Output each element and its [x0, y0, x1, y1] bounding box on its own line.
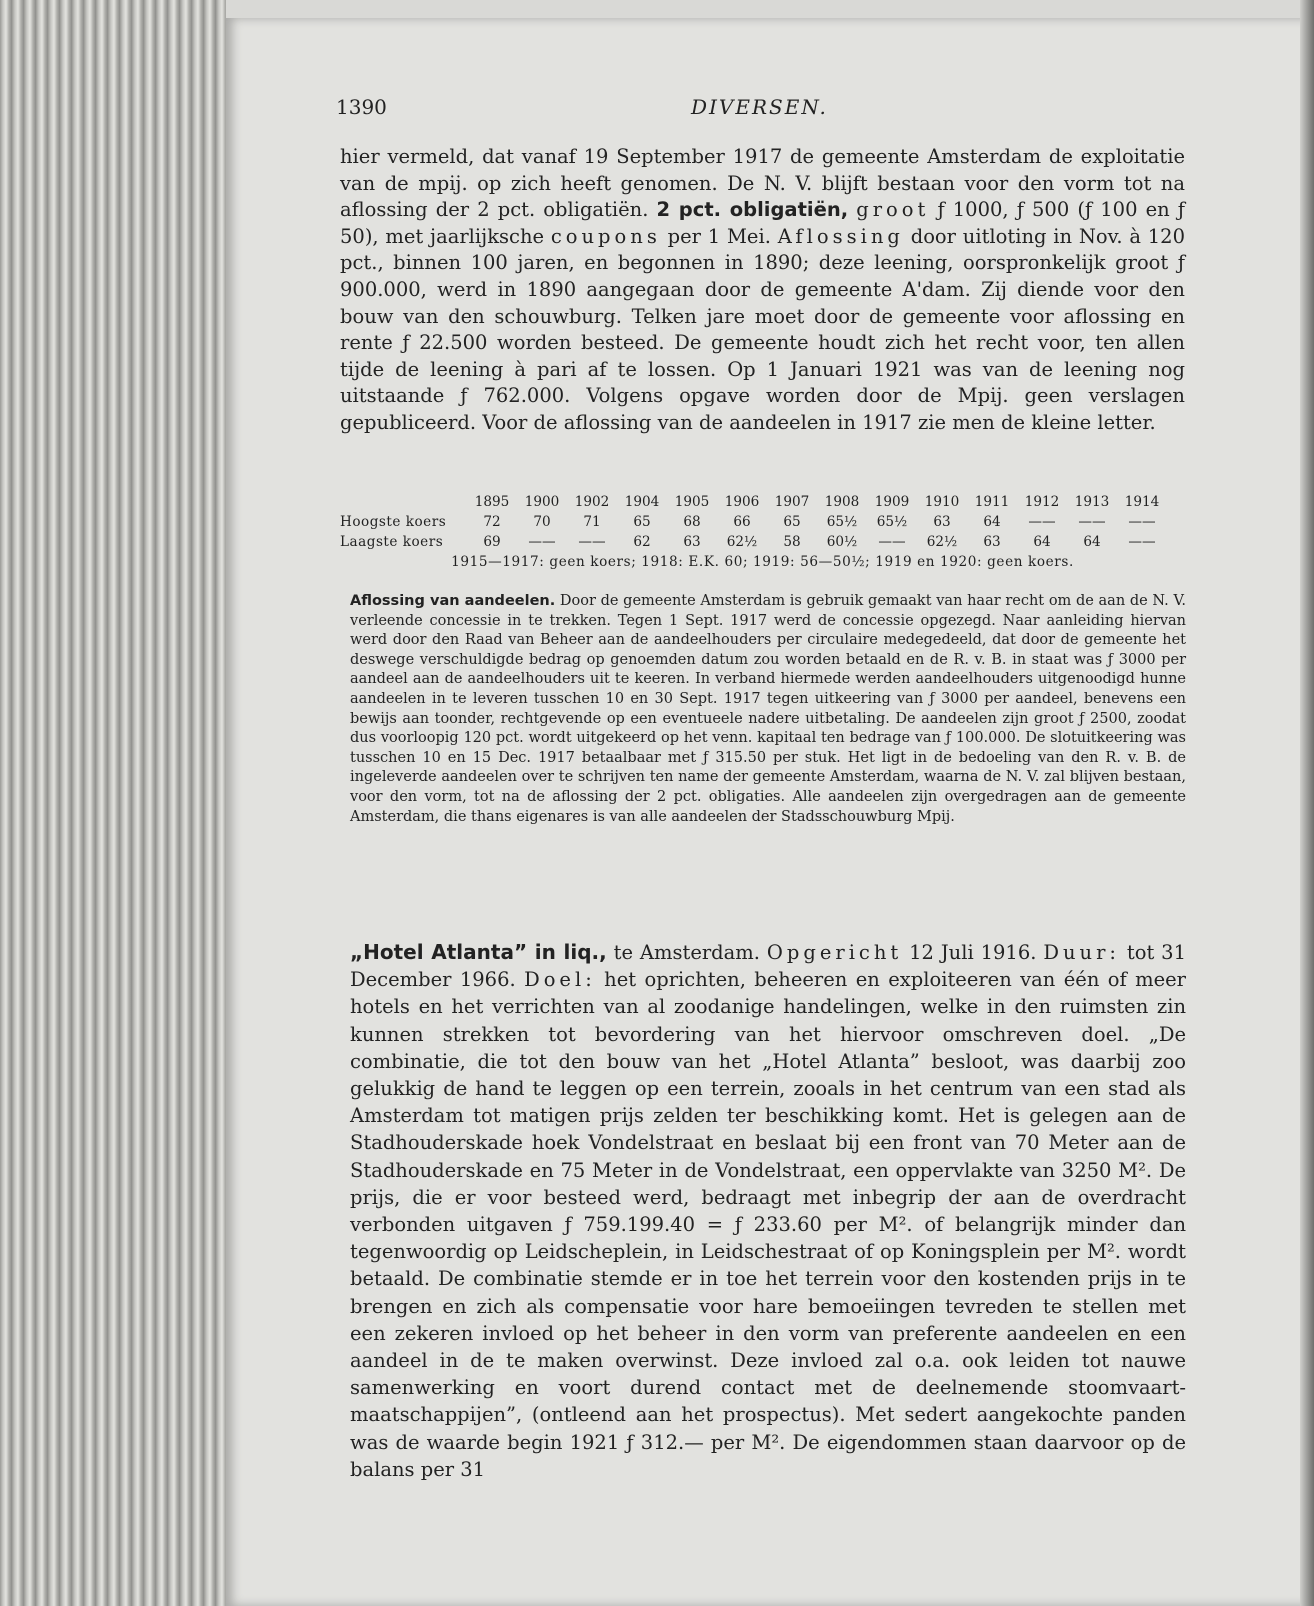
para3-text-b: 12 Juli 1916. — [902, 941, 1044, 964]
koers-cell: 62 — [633, 534, 651, 550]
para1-spaced-coupons: coupons — [550, 224, 661, 248]
para2-text: Door de gemeente Amsterdam is gebruik gemaakt van haar recht om de aan de N. V. verleende concessie in te trekken. Tegen 1 Sept. 1917 werd de concessie opgezegd. Naar aanleiding hiervan werd door den Raad van Beheer aan de aandeelhouders per circulaire medegedeeld, dat door de gemeente het deswege verschuldigde bedrag op genoemden datum zou worden betaald en de R. v. B. in staat was ƒ 3000 per aandeel aan de aandeelhouders uit te keeren. In verband hiermede werden aandeelhouders uitgenoodigd hunne aandeelen in te leveren tusschen 10 en 30 Sept. 1917 tegen uitkeering van ƒ 3000 per aandeel, benevens een bewijs aan toonder, rechtgevende op een eventueele nadere uitbetaling. De aandeelen zijn groot ƒ 2500, zoodat dus voorloopig 120 pct. wordt uitgekeerd op het venn. kapitaal ten bedrage van ƒ 100.000. De slotuitkeering was tusschen 10 en 15 Dec. 1917 betaalbaar met ƒ 315.50 per stuk. Het ligt in de bedoeling van den R. v. B. de ingeleverde aandeelen over te schrijven ten name der gemeente Amsterdam, waarna de N. V. zal blijven bestaan, voor den vorm, tot na de aflossing der 2 pct. obligaties. Alle aandeelen zijn overgedragen aan de gemeente Amsterdam, die thans eigenares is van alle aandeelen der Stadsschouwburg Mpij. — [350, 593, 1186, 825]
paragraph-stadsschouwburg-continued — [340, 144, 1185, 437]
book-page-edges — [0, 0, 226, 1606]
koers-cell: 65 — [783, 514, 801, 530]
para1-text-d: door uitloting in Nov. à 120 pct., binnen 100 jaren, en begonnen in 1890; deze leening, oorspronkelijk groot ƒ 900.000, werd in 1890 aangegaan door de gemeente A'dam. Zij diende voor den bouw van den schouwburg. Telken jare moet door de gemeente voor aflossing en rente ƒ 22.500 worden besteed. De gemeente houdt zich het recht voor, ten allen tijde de leening à pari af te lossen. Op 1 Januari 1921 was van de leening nog uitstaande ƒ 762.000. Volgens opgave worden door de Mpij. geen verslagen gepubliceerd. Voor de aflossing van de aandeelen in 1917 zie men de kleine letter. — [340, 224, 1185, 434]
para1-text-b: ƒ 1000, ƒ 500 (ƒ 100 en ƒ 50), met jaarlijksche — [340, 198, 1185, 248]
year-cell: 1913 — [1074, 494, 1110, 510]
hoogste-koers-row — [340, 514, 1185, 532]
para3-spaced-duur: Duur: — [1043, 941, 1120, 964]
koers-years-row — [340, 494, 1185, 512]
page-right-shadow — [1300, 0, 1314, 1606]
koers-cell: 65 — [633, 514, 651, 530]
para1-spaced-groot: groot — [856, 198, 930, 222]
year-cell: 1895 — [474, 494, 510, 510]
year-cell: 1909 — [874, 494, 910, 510]
koers-footnote: 1915—1917: geen koers; 1918: E.K. 60; 1919: 56—50½; 1919 en 1920: geen koers. — [451, 554, 1074, 570]
koers-cell: 68 — [683, 514, 701, 530]
para1-text-a: hier vermeld, dat vanaf 19 September 1917 de gemeente Amsterdam de exploitatie van de mpij. op zich heeft genomen. De N. V. blijft bestaan voor den vorm tot na aflossing der 2 pct. obligatiën. — [340, 145, 1185, 222]
koers-cell: 58 — [783, 534, 801, 550]
koers-cell: —— — [1028, 514, 1056, 530]
para1-spaced-aflossing: Aflossing — [777, 224, 904, 248]
koers-cell: —— — [1078, 514, 1106, 530]
para3-text-a: te Amsterdam. — [606, 941, 767, 964]
koers-cell: —— — [528, 534, 556, 550]
para1-text-c: per 1 Mei. — [660, 224, 778, 248]
koers-cell: 64 — [1033, 534, 1051, 550]
paragraph-aflossing-aandeelen — [350, 592, 1186, 827]
koers-cell: 69 — [483, 534, 501, 550]
koers-cell: 65½ — [826, 514, 858, 530]
koers-cell: 60½ — [826, 534, 858, 550]
year-cell: 1910 — [924, 494, 960, 510]
year-cell: 1907 — [774, 494, 810, 510]
koers-cell: 70 — [533, 514, 551, 530]
year-cell: 1902 — [574, 494, 610, 510]
year-cell: 1912 — [1024, 494, 1060, 510]
year-cell: 1904 — [624, 494, 660, 510]
page-number: 1390 — [336, 95, 387, 119]
koers-cell: —— — [878, 534, 906, 550]
laagste-koers-row — [340, 534, 1185, 552]
koers-cell: 62½ — [726, 534, 758, 550]
year-cell: 1905 — [674, 494, 710, 510]
koers-cell: —— — [578, 534, 606, 550]
koers-cell: 66 — [733, 514, 751, 530]
para3-text-c: tot 31 December 1966. — [350, 941, 1186, 992]
para3-bold-title: „Hotel Atlanta” in liq., — [350, 940, 607, 964]
koers-cell: 62½ — [926, 534, 958, 550]
year-cell: 1911 — [974, 494, 1010, 510]
koers-cell: 64 — [1083, 534, 1101, 550]
paragraph-hotel-atlanta — [350, 939, 1186, 1483]
koers-cell: 71 — [583, 514, 601, 530]
year-cell: 1906 — [724, 494, 760, 510]
row-label-laagste: Laagste koers — [340, 534, 444, 550]
koers-cell: 65½ — [876, 514, 908, 530]
koers-cell: —— — [1128, 514, 1156, 530]
koers-cell: 72 — [483, 514, 501, 530]
year-cell: 1900 — [524, 494, 560, 510]
row-label-hoogste: Hoogste koers — [340, 514, 447, 530]
koers-cell: 63 — [683, 534, 701, 550]
para1-bold-obligations: 2 pct. obligatiën, — [656, 198, 849, 222]
koers-cell: 63 — [983, 534, 1001, 550]
para3-spaced-doel: Doel: — [524, 968, 596, 992]
year-cell: 1914 — [1124, 494, 1160, 510]
para2-bold-title: Aflossing van aandeelen. — [350, 593, 556, 609]
year-cell: 1908 — [824, 494, 860, 510]
koers-cell: 63 — [933, 514, 951, 530]
running-title: DIVERSEN. — [691, 95, 828, 119]
para3-spaced-opgericht: Opgericht — [766, 941, 903, 964]
page-header — [336, 95, 1180, 125]
para3-text-d: het oprichten, beheeren en exploiteeren van één of meer hotels en het verrichten van al zoodanige handelingen, welke in den ruimsten zin kunnen strekken tot bevordering van het hiervoor omschreven doel. „De combinatie, die tot den bouw van het „Hotel Atlanta” besloot, was daarbij zoo gelukkig de hand te leggen op een terrein, zooals in het centrum van een stad als Amsterdam tot matigen prijs zelden ter beschikking komt. Het is gelegen aan de Stadhouderskade hoek Vondelstraat en beslaat bij een front van 70 Meter aan de Stadhouderskade en 75 Meter in de Vondelstraat, een oppervlakte van 3250 M². De prijs, die er voor besteed werd, bedraagt met inbegrip der aan de overdracht verbonden uitgaven ƒ 759.199.40 = ƒ 233.60 per M². of belangrijk minder dan tegenwoordig op Leidscheplein, in Leidschestraat of op Koningsplein per M². wordt betaald. De combinatie stemde er in toe het terrein voor den kostenden prijs in te brengen en zich als compensatie voor hare bemoeiingen tevreden te stellen met een zekeren invloed op het beheer in den vorm van preferente aandeelen en een aandeel in de te maken overwinst. Deze invloed zal o.a. ook leiden tot nauwe samenwerking en voort durend contact met de deelnemende stoomvaart-maatschappijen”, (ontleend aan het prospectus). Met sedert aangekochte panden was de waarde begin 1921 ƒ 312.— per M². De eigendommen staan daarvoor op de balans per 31 — [350, 968, 1186, 1481]
koers-cell: —— — [1128, 534, 1156, 550]
koers-cell: 64 — [983, 514, 1001, 530]
